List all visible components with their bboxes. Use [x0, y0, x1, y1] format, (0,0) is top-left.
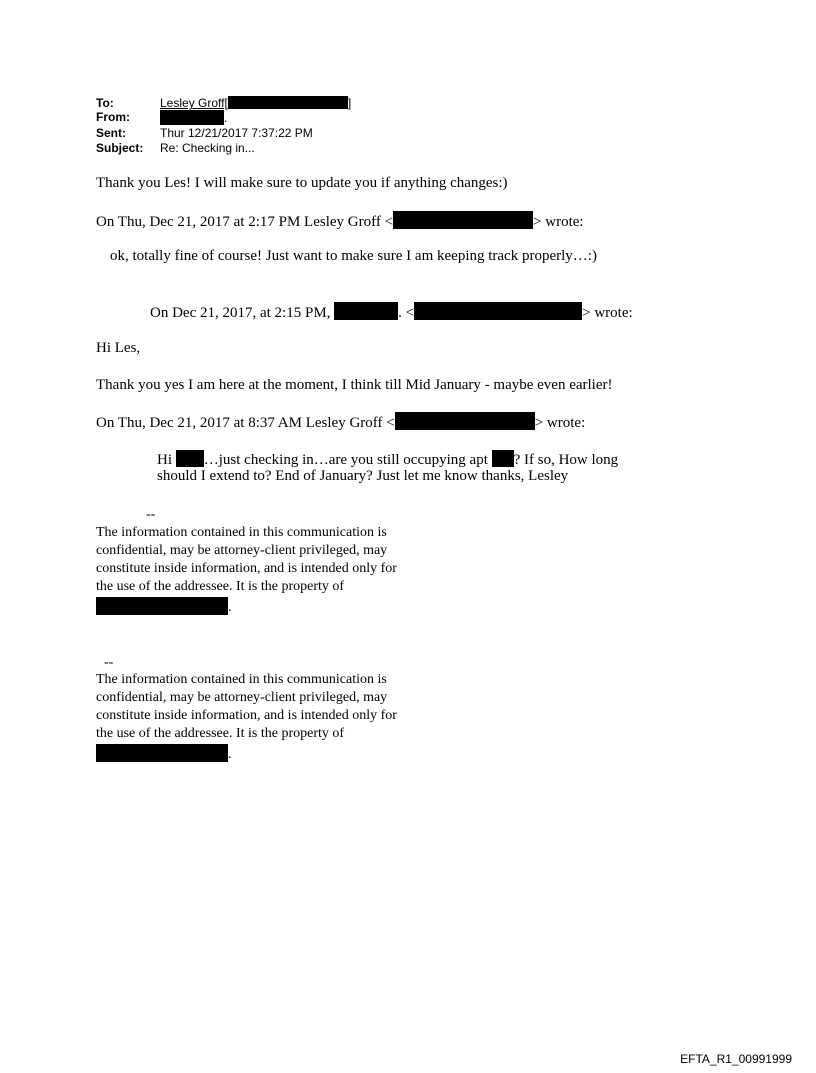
- msg-hi: Hi: [157, 452, 176, 468]
- from-label: From:: [96, 110, 130, 124]
- quote-header-2-text: On Dec 21, 2017, at 2:15 PM,: [150, 305, 335, 321]
- disclaimer-line: the use of the addressee. It is the property of: [96, 579, 345, 594]
- body-line-thanks: Thank you Les! I will make sure to update you if anything changes:): [96, 175, 508, 191]
- disclaimer-line: The information contained in this communication is: [96, 525, 387, 540]
- disclaimer-owner: [96, 597, 232, 617]
- quote-header-2-wrote: > wrote:: [582, 305, 633, 321]
- redaction-box: [414, 302, 582, 320]
- disclaimer-line: confidential, may be attorney-client privileged, may: [96, 690, 388, 705]
- redaction-box: [393, 211, 533, 229]
- subject-label: Subject:: [96, 141, 144, 155]
- to-close: ]: [347, 96, 352, 110]
- disclaimer-end: .: [228, 600, 232, 615]
- quote-header-3-wrote: > wrote:: [534, 415, 586, 431]
- redaction-box: [334, 302, 398, 320]
- quote-header-3-text: On Thu, Dec 21, 2017 at 8:37 AM Lesley Groff <: [96, 415, 395, 431]
- disclaimer-separator: --: [146, 507, 156, 522]
- redaction-box: [492, 450, 514, 467]
- sent-value: Thur 12/21/2017 7:37:22 PM: [160, 126, 313, 140]
- quote-header-1-wrote: > wrote:: [533, 214, 584, 230]
- to-name[interactable]: Lesley Groff[: [160, 96, 228, 110]
- msg-text-a: …just checking in…are you still occupying apt: [203, 452, 492, 468]
- greeting: Hi Les,: [96, 340, 141, 356]
- reply-line-1: ok, totally fine of course! Just want to make sure I am keeping track properly…:): [110, 248, 597, 264]
- from-field: [160, 110, 227, 125]
- disclaimer-line: the use of the addressee. It is the property of: [96, 726, 345, 741]
- disclaimer-owner: [96, 744, 232, 764]
- body-line-reply: Thank you yes I am here at the moment, I think till Mid January - maybe even earlier!: [96, 377, 613, 393]
- disclaimer-line: The information contained in this communication is: [96, 672, 387, 687]
- redaction-box: [96, 744, 228, 762]
- disclaimer-separator: --: [104, 655, 114, 670]
- to-label: To:: [96, 96, 114, 110]
- quote-header-1: [96, 211, 584, 231]
- to-field: [160, 96, 351, 110]
- redaction-box: [395, 412, 535, 430]
- disclaimer-line: constitute inside information, and is intended only for: [96, 561, 397, 576]
- redaction-box: [96, 597, 228, 615]
- from-trail: .: [224, 111, 228, 125]
- disclaimer-block: [96, 524, 397, 596]
- msg-text-b: ? If so, How long: [513, 452, 619, 468]
- quote-header-1-text: On Thu, Dec 21, 2017 at 2:17 PM Lesley Groff <: [96, 214, 394, 230]
- disclaimer-block: [96, 671, 397, 743]
- redaction-box: [176, 450, 204, 467]
- disclaimer-line: constitute inside information, and is intended only for: [96, 708, 397, 723]
- quote-header-3: [96, 412, 585, 432]
- original-message-line-2: should I extend to? End of January? Just let me know thanks, Lesley: [157, 468, 569, 484]
- redaction-box: [228, 96, 348, 109]
- quote-header-2-mid: . <: [398, 305, 415, 321]
- quote-header-2: [150, 302, 633, 322]
- disclaimer-end: .: [228, 747, 232, 762]
- sent-label: Sent:: [96, 126, 126, 140]
- disclaimer-line: confidential, may be attorney-client privileged, may: [96, 543, 388, 558]
- document-id: EFTA_R1_00991999: [680, 1052, 792, 1066]
- redaction-box: [160, 110, 224, 125]
- subject-value: Re: Checking in...: [160, 141, 255, 155]
